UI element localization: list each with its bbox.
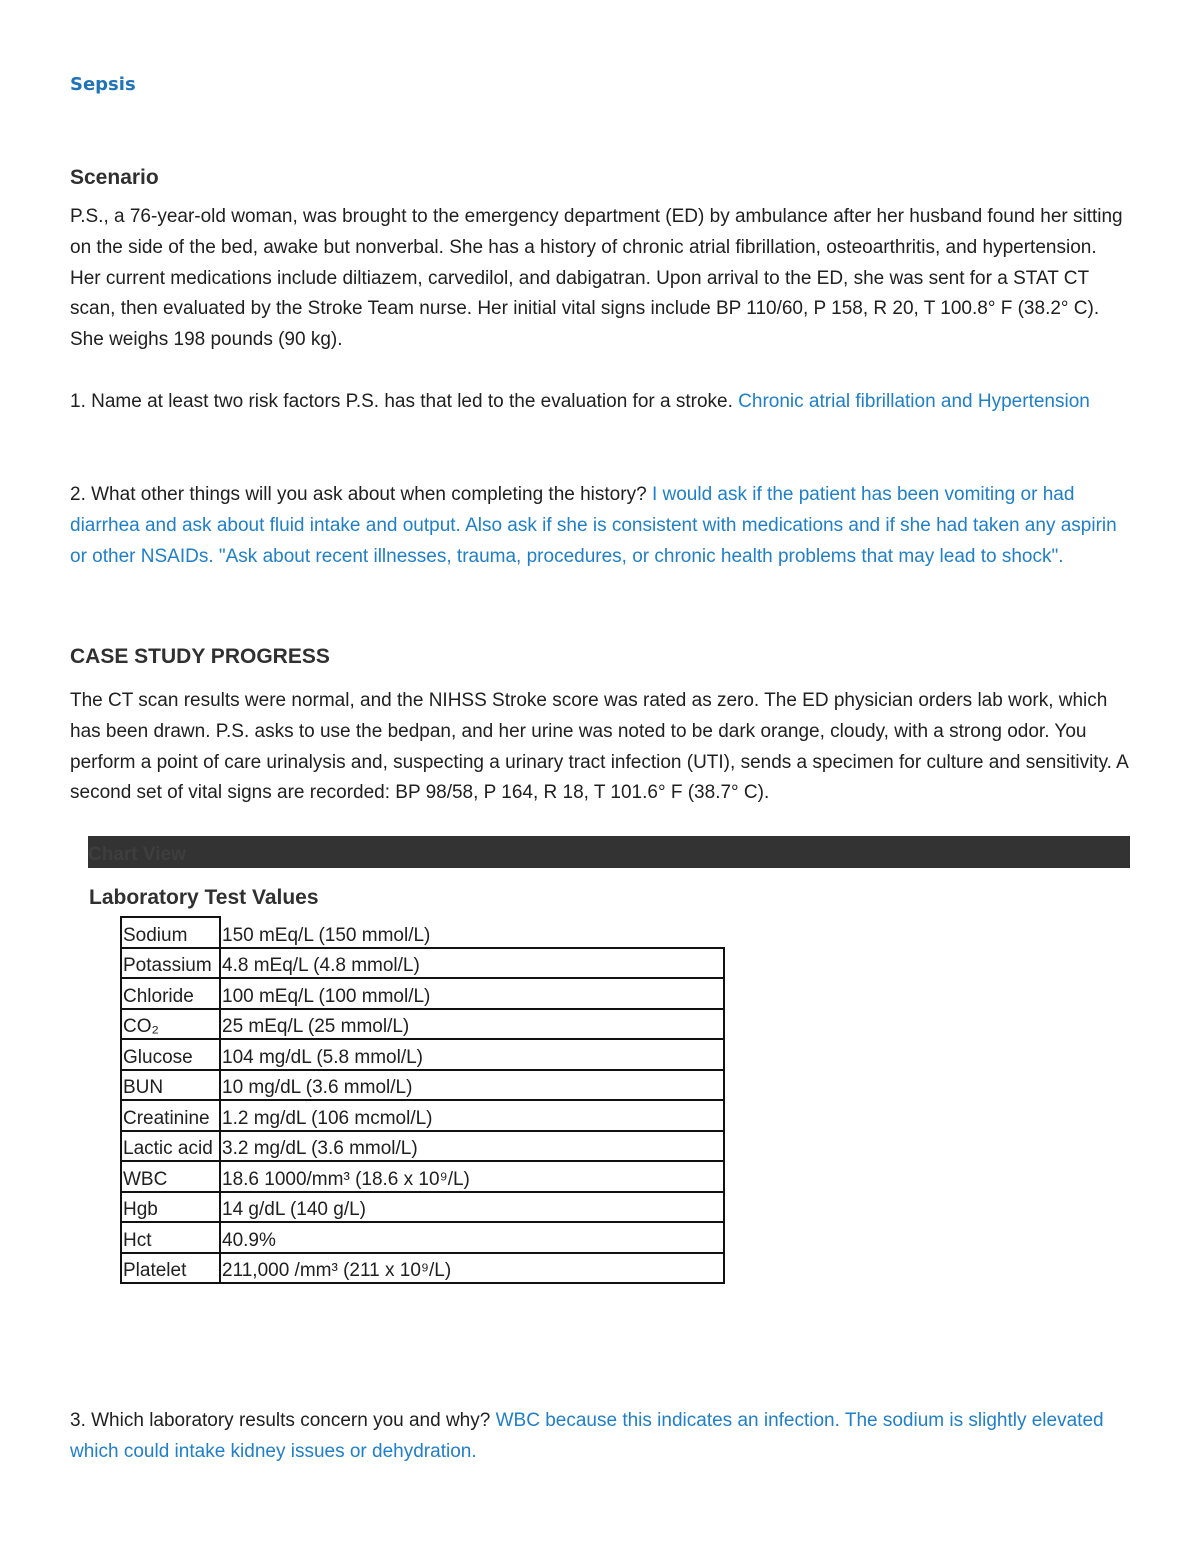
lab-test-name: Hct	[121, 1222, 220, 1253]
scenario-heading: Scenario	[70, 166, 159, 189]
lab-row	[121, 917, 724, 948]
lab-row	[121, 1100, 724, 1131]
lab-test-name: CO₂	[121, 1009, 220, 1040]
lab-test-value: 1.2 mg/dL (106 mcmol/L)	[220, 1100, 724, 1131]
question-3-text: 3. Which laboratory results concern you and why?	[70, 1410, 491, 1431]
question-1-answer: Chronic atrial fibrillation and Hypertension	[738, 391, 1090, 412]
question-2-text: 2. What other things will you ask about when completing the history?	[70, 484, 647, 505]
lab-test-value: 25 mEq/L (25 mmol/L)	[220, 1009, 724, 1040]
lab-row	[121, 1253, 724, 1284]
lab-values-table	[120, 916, 725, 1284]
chart-view-label: Chart View	[88, 844, 186, 865]
question-3	[70, 1406, 1130, 1468]
chart-view-bar[interactable]	[88, 836, 1130, 868]
lab-row	[121, 1161, 724, 1192]
lab-test-name: Sodium	[121, 917, 220, 948]
document-title: Sepsis	[70, 74, 136, 95]
lab-test-value: 4.8 mEq/L (4.8 mmol/L)	[220, 948, 724, 979]
lab-test-name: Chloride	[121, 978, 220, 1009]
lab-test-value: 18.6 1000/mm³ (18.6 x 10⁹/L)	[220, 1161, 724, 1192]
lab-values-title: Laboratory Test Values	[89, 886, 319, 909]
question-1	[70, 387, 1130, 418]
question-1-text: 1. Name at least two risk factors P.S. has that led to the evaluation for a stroke.	[70, 391, 733, 412]
lab-row	[121, 1131, 724, 1162]
lab-test-value: 211,000 /mm³ (211 x 10⁹/L)	[220, 1253, 724, 1284]
lab-test-value: 100 mEq/L (100 mmol/L)	[220, 978, 724, 1009]
lab-test-name: WBC	[121, 1161, 220, 1192]
lab-test-name: Lactic acid	[121, 1131, 220, 1162]
lab-test-name: Creatinine	[121, 1100, 220, 1131]
lab-test-name: Platelet	[121, 1253, 220, 1284]
lab-test-name: BUN	[121, 1070, 220, 1101]
lab-row	[121, 1039, 724, 1070]
lab-test-value: 40.9%	[220, 1222, 724, 1253]
lab-row	[121, 1192, 724, 1223]
question-2	[70, 480, 1130, 572]
lab-test-name: Hgb	[121, 1192, 220, 1223]
progress-heading: CASE STUDY PROGRESS	[70, 645, 330, 668]
lab-test-value: 14 g/dL (140 g/L)	[220, 1192, 724, 1223]
lab-test-value: 3.2 mg/dL (3.6 mmol/L)	[220, 1131, 724, 1162]
lab-row	[121, 1070, 724, 1101]
lab-row	[121, 978, 724, 1009]
lab-test-name: Glucose	[121, 1039, 220, 1070]
lab-row	[121, 948, 724, 979]
scenario-text: P.S., a 76-year-old woman, was brought to the emergency department (ED) by ambulance after her husband found her sitting on the side of the bed, awake but nonverbal. She has a history of chronic atrial fibrillation, osteoarthritis, and hypertension. Her current medications include diltiazem, carvedilol, and dabigatran. Upon arrival to the ED, she was sent for a STAT CT scan, then evaluated by the Stroke Team nurse. Her initial vital signs include BP 110/60, P 158, R 20, T 100.8° F (38.2° C). She weighs 198 pounds (90 kg).	[70, 206, 1123, 351]
progress-text: The CT scan results were normal, and the NIHSS Stroke score was rated as zero. The ED physician orders lab work, which has been drawn. P.S. asks to use the bedpan, and her urine was noted to be dark orange, cloudy, with a strong odor. You perform a point of care urinalysis and, suspecting a urinary tract infection (UTI), sends a specimen for culture and sensitivity. A second set of vital signs are recorded: BP 98/58, P 164, R 18, T 101.6° F (38.7° C).	[70, 690, 1128, 804]
question-3-answer: WBC because this indicates an infection. The sodium is slightly elevated which could intake kidney issues or dehydration.	[70, 1410, 1104, 1462]
lab-row	[121, 1009, 724, 1040]
lab-test-value: 150 mEq/L (150 mmol/L)	[220, 917, 724, 948]
lab-test-name: Potassium	[121, 948, 220, 979]
lab-test-value: 104 mg/dL (5.8 mmol/L)	[220, 1039, 724, 1070]
lab-test-value: 10 mg/dL (3.6 mmol/L)	[220, 1070, 724, 1101]
question-2-answer: I would ask if the patient has been vomiting or had diarrhea and ask about fluid intake and output. Also ask if she is consistent with medications and if she had taken any aspirin or other NSAIDs. "Ask about recent illnesses, trauma, procedures, or chronic health problems that may lead to shock".	[70, 484, 1117, 567]
lab-row	[121, 1222, 724, 1253]
